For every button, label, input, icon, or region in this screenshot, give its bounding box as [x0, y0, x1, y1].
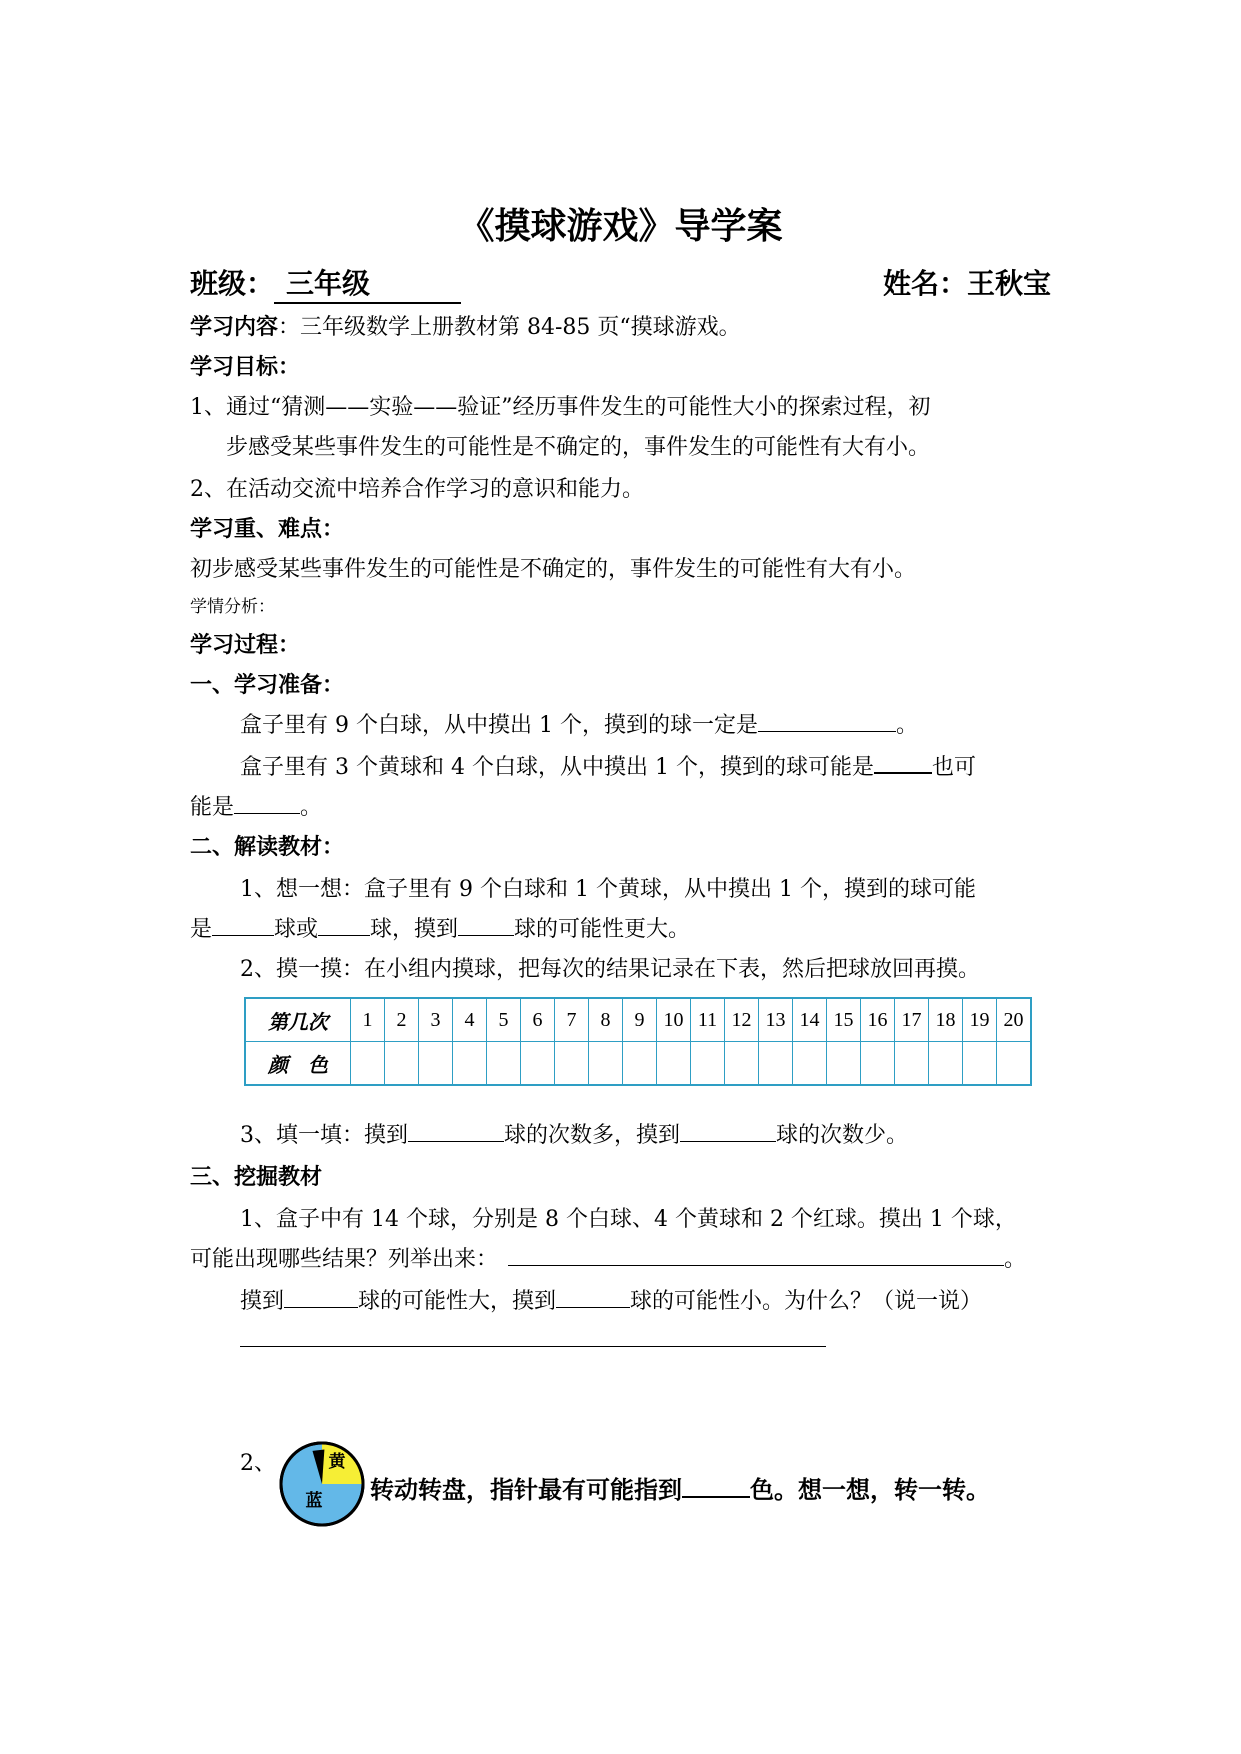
table-cell: 17: [895, 998, 929, 1042]
section-2-q1-line-1: 1、想一想：盒子里有 9 个白球和 1 个黄球，从中摸出 1 个，摸到的球可能: [240, 877, 976, 902]
color-entry-cell[interactable]: [997, 1042, 1032, 1086]
color-entry-cell[interactable]: [453, 1042, 487, 1086]
section-3-q1-e: 球的可能性小。为什么？（说一说）: [630, 1289, 983, 1314]
table-header-cell: 颜 色: [245, 1042, 351, 1086]
table-cell: 7: [555, 998, 589, 1042]
section-2-heading: 二、解读教材：: [190, 835, 345, 860]
table-cell: 9: [623, 998, 657, 1042]
section-3-q2-a: 转动转盘，指针最有可能指到: [370, 1476, 682, 1504]
table-cell: 5: [487, 998, 521, 1042]
answer-blank[interactable]: [458, 913, 514, 936]
section-1-heading: 一、学习准备：: [190, 673, 345, 698]
color-entry-cell[interactable]: [929, 1042, 963, 1086]
page-title: 《摸球游戏》导学案: [458, 206, 783, 247]
section-1-q2-text-c: 能是: [190, 795, 235, 820]
spinner-icon: [278, 1440, 366, 1528]
section-3-q2-text: [370, 1470, 990, 1505]
learning-content-label: 学习内容: [190, 315, 279, 340]
section-2-q3-c: 球的次数少。: [776, 1123, 909, 1148]
table-cell: 10: [657, 998, 691, 1042]
table-header-cell: 第几次: [245, 998, 351, 1042]
color-entry-cell[interactable]: [657, 1042, 691, 1086]
class-field: [190, 262, 461, 304]
section-2-q1-b: 是: [190, 917, 213, 942]
goal-1-line-2: 步感受某些事件发生的可能性是不确定的，事件发生的可能性有大有小。: [226, 435, 931, 460]
goal-2: 2、在活动交流中培养合作学习的意识和能力。: [190, 477, 644, 502]
table-cell: 19: [963, 998, 997, 1042]
answer-blank[interactable]: [680, 1119, 776, 1142]
section-3-q1-line-2: [190, 1242, 1026, 1273]
color-entry-cell[interactable]: [793, 1042, 827, 1086]
spinner-blue-label: 蓝: [305, 1491, 323, 1511]
table-cell: 2: [385, 998, 419, 1042]
answer-blank[interactable]: [758, 709, 896, 732]
table-row: [245, 1042, 1031, 1086]
section-3-q1-c: 摸到: [240, 1289, 285, 1314]
answer-blank[interactable]: [508, 1243, 1004, 1266]
section-1-question-2-cont: [190, 790, 322, 821]
table-cell: 6: [521, 998, 555, 1042]
color-entry-cell[interactable]: [759, 1042, 793, 1086]
section-3-q1-end: 。: [1004, 1247, 1027, 1272]
table-cell: 13: [759, 998, 793, 1042]
color-entry-cell[interactable]: [589, 1042, 623, 1086]
analysis-label: 学情分析：: [190, 597, 275, 617]
answer-blank[interactable]: [284, 1285, 358, 1308]
key-points-text: 初步感受某些事件发生的可能性是不确定的，事件发生的可能性有大有小。: [190, 557, 917, 582]
section-3-q1-line-1: 1、盒子中有 14 个球，分别是 8 个白球、4 个黄球和 2 个红球。摸出 1 个球，: [240, 1207, 1017, 1232]
answer-blank[interactable]: [234, 791, 300, 814]
answer-blank[interactable]: [874, 750, 932, 774]
answer-blank[interactable]: [682, 1474, 750, 1498]
section-1-q2-text: 盒子里有 3 个黄球和 4 个白球，从中摸出 1 个，摸到的球可能是: [240, 755, 874, 780]
section-3-q2-number: 2、: [240, 1451, 276, 1476]
color-entry-cell[interactable]: [385, 1042, 419, 1086]
process-heading: 学习过程：: [190, 633, 301, 658]
section-3-heading: 三、挖掘教材: [190, 1165, 323, 1190]
table-cell: 18: [929, 998, 963, 1042]
learning-content: [190, 310, 741, 341]
section-2-q1-e: 球的可能性更大。: [514, 917, 691, 942]
table-row: [245, 998, 1031, 1042]
table-cell: 16: [861, 998, 895, 1042]
color-entry-cell[interactable]: [963, 1042, 997, 1086]
record-table: [244, 997, 1032, 1086]
table-cell: 14: [793, 998, 827, 1042]
color-entry-cell[interactable]: [623, 1042, 657, 1086]
name-value: 王秋宝: [967, 267, 1052, 300]
section-2-q1-d: 球，摸到: [370, 917, 459, 942]
answer-blank[interactable]: [408, 1119, 504, 1142]
table-cell: 3: [419, 998, 453, 1042]
name-field: [883, 262, 1051, 302]
class-label: 班级：: [190, 267, 275, 300]
section-3-q2-b: 色。想一想，转一转。: [750, 1476, 990, 1504]
table-cell: 12: [725, 998, 759, 1042]
section-1-q2-text-b: 也可: [931, 755, 976, 780]
goal-1-line-1: 1、通过“猜测——实验——验证”经历事件发生的可能性大小的探索过程，初: [190, 395, 931, 420]
color-entry-cell[interactable]: [419, 1042, 453, 1086]
section-2-q1-c: 球或: [274, 917, 319, 942]
key-points-heading: 学习重、难点：: [190, 517, 345, 542]
section-3-q1-b: 可能出现哪些结果？列举出来：: [190, 1247, 499, 1272]
answer-blank[interactable]: [556, 1285, 630, 1308]
color-entry-cell[interactable]: [521, 1042, 555, 1086]
learning-content-text: ：三年级数学上册教材第 84-85 页“摸球游戏。: [278, 315, 741, 340]
color-entry-cell[interactable]: [895, 1042, 929, 1086]
table-cell: 11: [691, 998, 725, 1042]
color-entry-cell[interactable]: [487, 1042, 521, 1086]
section-1-question-2: [240, 750, 976, 781]
section-1-question-1: [240, 708, 918, 739]
class-value: 三年级: [274, 262, 461, 304]
section-3-q1-d: 球的可能性大，摸到: [358, 1289, 557, 1314]
section-2-q3-b: 球的次数多，摸到: [504, 1123, 681, 1148]
section-3-q1-line-3: [240, 1284, 982, 1315]
section-1-q2-end: 。: [300, 795, 323, 820]
table-cell: 15: [827, 998, 861, 1042]
section-1-q1-end: 。: [895, 713, 918, 738]
section-2-q3-a: 3、填一填：摸到: [240, 1123, 408, 1148]
section-2-q2: 2、摸一摸：在小组内摸球，把每次的结果记录在下表，然后把球放回再摸。: [240, 957, 980, 982]
table-cell: 4: [453, 998, 487, 1042]
answer-blank[interactable]: [212, 913, 274, 936]
section-1-q1-text: 盒子里有 9 个白球，从中摸出 1 个，摸到的球一定是: [240, 713, 758, 738]
table-cell: 20: [997, 998, 1032, 1042]
section-2-q1-line-2: [190, 912, 690, 943]
table-cell: 8: [589, 998, 623, 1042]
reason-answer-line[interactable]: [240, 1346, 826, 1347]
table-cell: 1: [351, 998, 385, 1042]
answer-blank[interactable]: [318, 913, 370, 936]
color-entry-cell[interactable]: [827, 1042, 861, 1086]
section-2-q3: [240, 1118, 908, 1149]
color-entry-cell[interactable]: [691, 1042, 725, 1086]
color-entry-cell[interactable]: [555, 1042, 589, 1086]
name-label: 姓名：: [883, 267, 968, 300]
goals-heading: 学习目标：: [190, 355, 301, 380]
spinner-yellow-label: 黄: [328, 1452, 346, 1472]
color-entry-cell[interactable]: [725, 1042, 759, 1086]
color-entry-cell[interactable]: [861, 1042, 895, 1086]
color-entry-cell[interactable]: [351, 1042, 385, 1086]
